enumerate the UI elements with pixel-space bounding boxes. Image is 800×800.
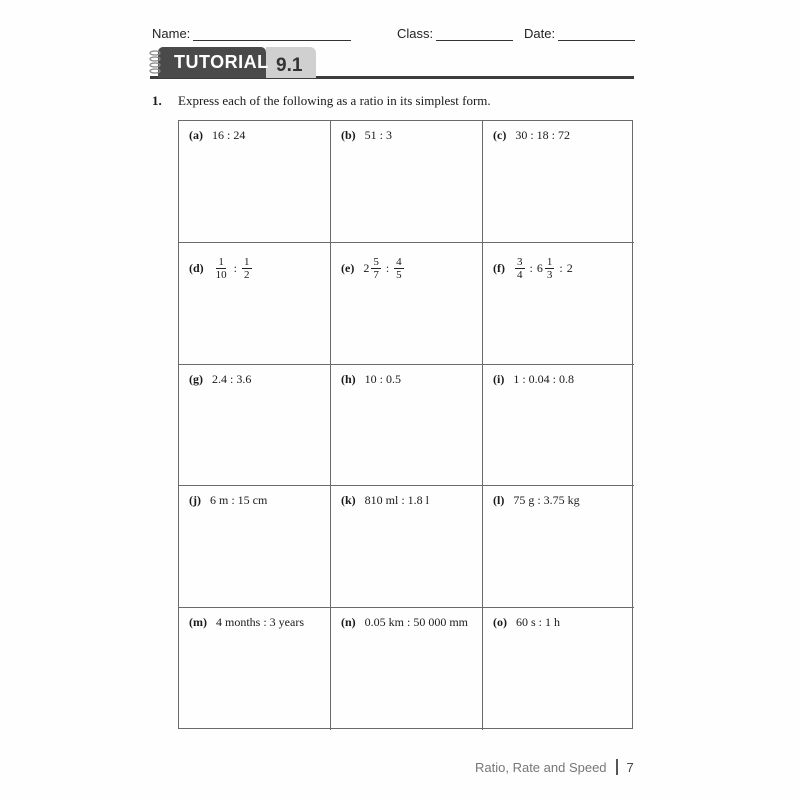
answer-cell-b[interactable]	[331, 121, 483, 243]
class-field[interactable]	[397, 26, 513, 41]
answer-cell-k[interactable]	[331, 486, 483, 608]
fraction-denominator: 7	[373, 268, 379, 281]
class-blank-line[interactable]	[436, 30, 513, 41]
tutorial-banner	[150, 47, 634, 81]
fraction-numerator: 3	[517, 255, 523, 268]
answer-cell-a[interactable]	[179, 121, 331, 243]
answer-cell-l[interactable]	[483, 486, 634, 608]
answer-cell-f[interactable]	[483, 243, 634, 365]
page-footer	[475, 759, 634, 775]
spiral-binding-icon	[148, 49, 162, 77]
answer-cell-j[interactable]	[179, 486, 331, 608]
item-label: (h)	[341, 371, 356, 386]
answer-cell-d[interactable]	[179, 243, 331, 365]
item-label: (e)	[341, 260, 355, 275]
answer-cell-i[interactable]	[483, 365, 634, 487]
answer-cell-m[interactable]	[179, 608, 331, 730]
fraction	[394, 256, 404, 281]
ratio-separator: :	[385, 260, 390, 275]
ratio-term: 2	[566, 260, 573, 275]
fraction-denominator: 2	[244, 268, 250, 281]
name-field[interactable]	[152, 26, 351, 41]
answer-grid	[178, 120, 633, 729]
tutorial-number: 9.1	[276, 55, 303, 76]
item-label: (d)	[189, 260, 204, 275]
date-label: Date:	[524, 26, 556, 41]
item-label: (k)	[341, 493, 356, 508]
item-label: (c)	[493, 128, 507, 142]
ratio-separator: :	[529, 260, 533, 275]
answer-cell-c[interactable]	[483, 121, 634, 243]
banner-tab	[158, 47, 412, 78]
answer-cell-g[interactable]	[179, 365, 331, 487]
fraction-denominator: 5	[396, 268, 402, 281]
item-label: (l)	[493, 493, 505, 508]
item-ratio: 75 g : 3.75 kg	[513, 493, 580, 508]
fraction-numerator: 5	[373, 255, 379, 268]
mixed-number-whole: 2	[363, 260, 370, 275]
fraction	[371, 256, 381, 281]
ratio-separator: :	[559, 260, 563, 275]
item-label: (g)	[189, 371, 203, 386]
item-label: (b)	[341, 128, 356, 142]
name-blank-line[interactable]	[193, 30, 351, 41]
mixed-number-whole: 6	[536, 260, 543, 275]
item-label: (a)	[189, 128, 203, 142]
item-label: (n)	[341, 615, 356, 630]
item-label: (i)	[493, 371, 505, 386]
page-number: 7	[626, 759, 634, 775]
fraction-numerator: 1	[218, 255, 224, 268]
ratio-separator: :	[233, 260, 238, 275]
item-label: (j)	[189, 493, 201, 508]
question-text: Express each of the following as a ratio in its simplest form.	[178, 93, 491, 108]
tutorial-word: TUTORIAL	[174, 52, 269, 72]
class-label: Class:	[397, 26, 434, 41]
fraction-denominator: 3	[546, 268, 553, 281]
fraction	[214, 256, 229, 281]
name-label: Name:	[152, 26, 191, 41]
item-ratio: 1 : 0.04 : 0.8	[513, 371, 574, 386]
item-ratio: 51 : 3	[364, 128, 393, 142]
item-label: (o)	[493, 615, 507, 630]
item-ratio: 16 : 24	[212, 128, 246, 142]
answer-cell-e[interactable]	[331, 243, 483, 365]
chapter-title: Ratio, Rate and Speed	[475, 759, 607, 775]
item-ratio: 810 ml : 1.8 l	[364, 493, 430, 508]
answer-cell-n[interactable]	[331, 608, 483, 730]
item-ratio: 0.05 km : 50 000 mm	[364, 615, 469, 630]
fraction-denominator: 10	[215, 268, 227, 281]
item-label: (m)	[189, 615, 207, 630]
fraction	[515, 256, 525, 281]
fraction-numerator: 1	[546, 255, 553, 268]
item-ratio: 10 : 0.5	[364, 371, 402, 386]
item-ratio: 30 : 18 : 72	[515, 128, 570, 142]
fraction	[242, 256, 252, 281]
item-ratio: 2.4 : 3.6	[212, 371, 252, 386]
item-ratio: 4 months : 3 years	[216, 615, 304, 630]
item-label: (f)	[493, 260, 505, 275]
question-number: 1.	[152, 93, 162, 108]
item-ratio: 60 s : 1 h	[516, 615, 561, 630]
fraction-denominator: 4	[517, 268, 523, 281]
fraction-numerator: 4	[396, 255, 402, 268]
answer-cell-o[interactable]	[483, 608, 634, 730]
footer-divider	[616, 759, 618, 775]
date-field[interactable]	[524, 26, 635, 41]
item-ratio: 6 m : 15 cm	[210, 493, 268, 508]
date-blank-line[interactable]	[558, 30, 635, 41]
answer-cell-h[interactable]	[331, 365, 483, 487]
fraction	[545, 256, 555, 281]
fraction-numerator: 1	[244, 255, 250, 268]
